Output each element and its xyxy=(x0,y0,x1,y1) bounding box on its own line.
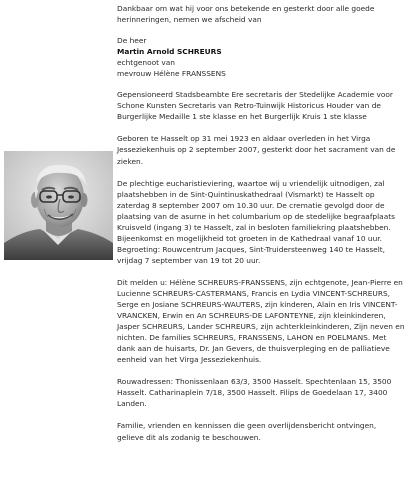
portrait-photo xyxy=(4,151,113,260)
addresses-paragraph: Rouwadressen: Thonissenlaan 63/3, 3500 Hasselt. Spechtenlaan 15, 3500 Hasselt. Catharinaplein 7/18, 3500 Hasselt. Filips de Goedelaan 17, 3400 Landen. xyxy=(117,377,392,409)
birth-death-paragraph: Geboren te Hasselt op 31 mei 1923 en aldaar overleden in het Virga Jesseziekenhuis op 2 september 2007, gesterkt door het sacrament van de zieken. xyxy=(117,134,396,166)
deceased-name: Martin Arnold SCHREURS xyxy=(117,47,222,57)
relation-text: echtgenoot van xyxy=(117,58,175,68)
intro-text: Dankbaar om wat hij voor ons betekende en gesterkt door alle goede herinneringen, nemen we afscheid van xyxy=(117,4,375,25)
spouse-name: mevrouw Hélène FRANSSENS xyxy=(117,69,226,79)
portrait-image xyxy=(4,151,113,260)
salutation: De heer xyxy=(117,36,147,46)
family-paragraph: Dit melden u: Hélène SCHREURS-FRANSSENS, zijn echtgenote, Jean-Pierre en Lucienne SCHREURS-CASTERMANS, Francis en Lydia VINCENT-SCHREURS, Serge en Josiane SCHREURS-WAUTERS, zijn kinderen, Alain en Iris VINCENT-VRANCKEN, Erwin en An SCHREURS-DE LAFONTEYNE, zijn kleinkinderen, Jasper SCHREURS, Lander SCHREURS, zijn achterkleinkinderen, Zijn neven en nichten. De families SCHREURS, FRANSSENS, LAHON en POELMANS. Met dank aan de huisarts, Dr. Jan Gevers, de thuisverpleging en de palliatieve eenheid van het Virga Jesseziekenhuis. xyxy=(117,277,405,365)
closing-paragraph: Familie, vrienden en kennissen die geen overlijdensbericht ontvingen, gelieve dit als zodanig te beschouwen. xyxy=(117,421,377,442)
obituary-text xyxy=(117,3,405,443)
ceremony-paragraph: De plechtige eucharistieviering, waartoe wij u vriendelijk uitnodigen, zal plaatshebben in de Sint-Quintinuskathedraal (Vismarkt) te Hasselt op zaterdag 8 september 2007 om 10.30 uur. De crematie gevolgd door de plaatsing van de asurne in het columbarium op de stedelijke begraafplaats Kruisveld (ingang 3) te Hasselt, zal in besloten familiekring plaatshebben. Bijeenkomst en mogelijkheid tot groeten in de Kathedraal vanaf 10 uur. Begroeting: Rouwcentrum Jacques, Sint-Truidersteenweg 140 te Hasselt, vrijdag 7 september van 19 tot 20 uur. xyxy=(117,178,395,265)
titles-paragraph: Gepensioneerd Stadsbeambte Ere secretaris der Stedelijke Academie voor Schone Kunsten Secretaris van Retro-Tuinwijk Historicus Houder van de Burgerlijke Medaille 1 ste klasse en het Burgerlijk Kruis 1 ste klasse xyxy=(117,90,393,122)
